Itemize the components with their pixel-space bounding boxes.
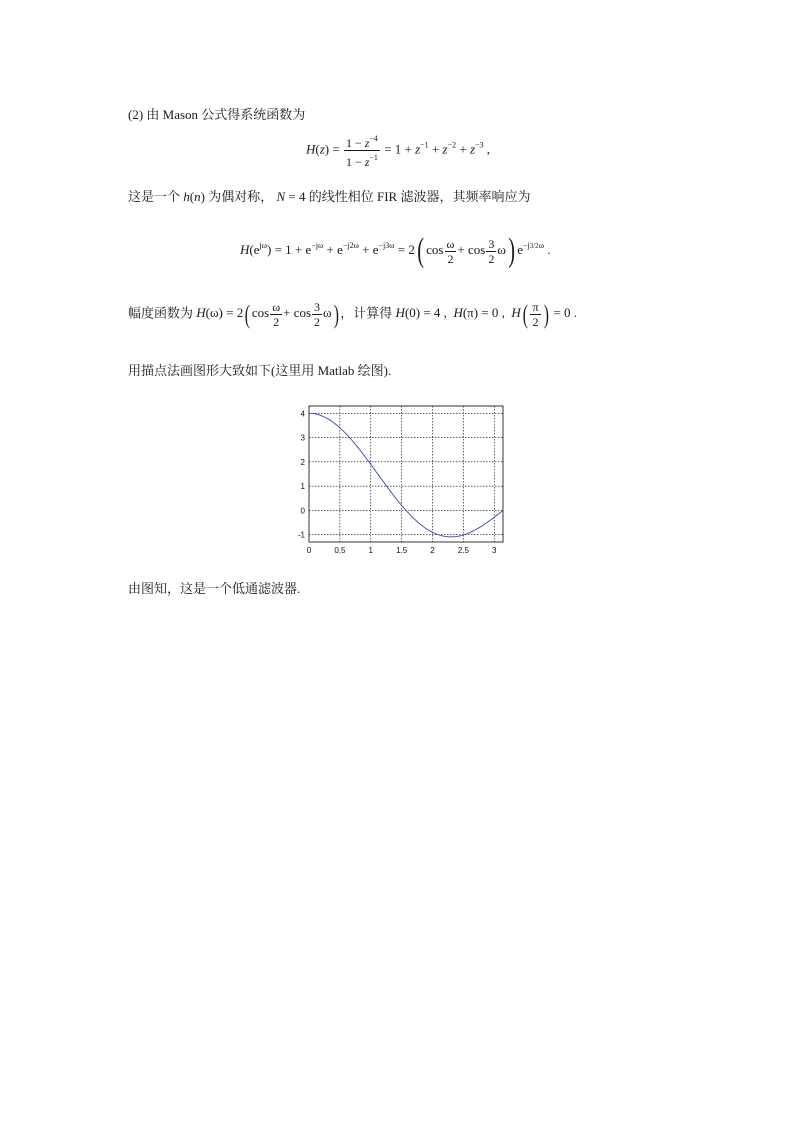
fraction: $\frac{1 - z^{-4}}{1 - z^{-1}}$ xyxy=(345,134,378,169)
x-tick-label: 2 xyxy=(430,546,435,555)
y-tick-label: 3 xyxy=(300,433,305,443)
y-tick-label: -1 xyxy=(297,530,305,540)
x-tick-label: 1.5 xyxy=(396,546,408,555)
formula-frequency-response: $H(e^{j\omega}) = 1 + e^{-j\omega} + e^{-j2\omega} + e^{-j3\omega} = 2$( cos $\frac{\omega}{2}$ + cos $\frac{3}{2}$ ω) $e^{-j3/2\omega}$ . xyxy=(240,232,551,269)
amplitude-curve xyxy=(309,413,503,537)
x-tick-label: 2.5 xyxy=(457,546,469,555)
x-tick-label: 1 xyxy=(368,546,373,555)
plot-description: 用描点法画图形大致如下(这里用 Matlab 绘图). xyxy=(128,363,392,378)
amplitude-chart xyxy=(290,398,510,558)
intro-line xyxy=(128,104,305,123)
x-tick-label: 0.5 xyxy=(334,546,346,555)
x-tick-label: 0 xyxy=(306,546,312,555)
symmetry-line: 这是一个 h(n) 为偶对称， N = 4 的线性相位 FIR 滤波器，其频率响应为 xyxy=(128,189,531,204)
x-tick-label: 3 xyxy=(492,546,497,555)
y-tick-label: 2 xyxy=(300,457,305,467)
formula-system-function: H(z) = $\frac{1 - z^{-4}}{1 - z^{-1}}$ = $1 + z^{-1} + z^{-2} + z^{-3}$ , xyxy=(306,134,491,169)
y-tick-label: 1 xyxy=(300,482,305,492)
conclusion-line: 由图知，这是一个低通滤波器. xyxy=(128,581,301,596)
y-tick-label: 0 xyxy=(300,506,305,516)
amplitude-line: 幅度函数为 H(ω) = 2( cos $\frac{\omega}{2}$ + cos $\frac{3}{2}$ ω) ，计算得 H(0) = 4 , H(π) = 0 , H( $\frac{\pi}{2}$ ) = 0 . xyxy=(128,299,578,329)
y-tick-label: 4 xyxy=(300,409,305,419)
intro-text: (2) 由 Mason 公式得系统函数为 xyxy=(128,107,306,122)
